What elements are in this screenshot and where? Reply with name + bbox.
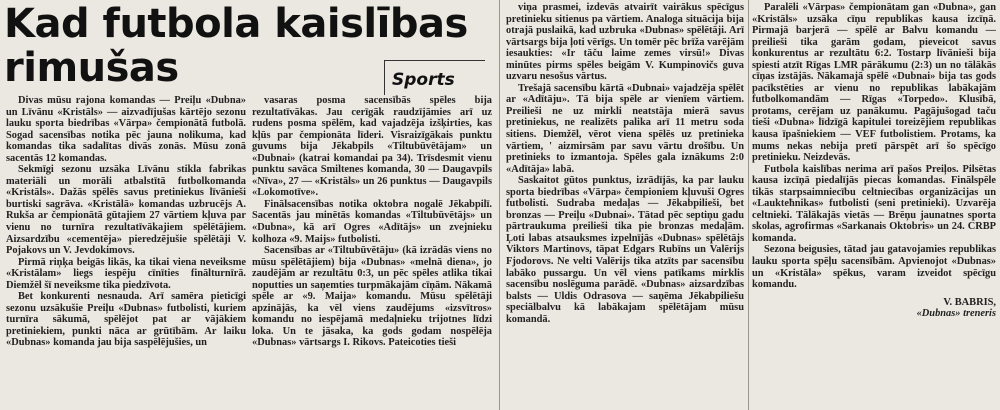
headline-line-1: Kad futbola kaislības — [4, 1, 468, 47]
text-column-1 — [6, 95, 246, 407]
paragraph: vasaras posma sacensībās spēles bija rezultatīvākas. Jau cerīgāk raudzījāmies arī uz rudens posma spēlēm, kad vajadzēja izšķirties, kas kļūs par čempionāta līderi. Visraizīgākais punktu guvums bija Jēkabpils «Tiltubūvētājam» un «Dubnai» (katrai komandai pa 34). Trīsdesmit vienu punktu savāca Smiltenes komanda, 30 — Daugavpils «Nīva», 27 — «Kristāls» un 26 punktus — Daugavpils «Lokomotīve». — [252, 95, 492, 199]
text-column-3 — [506, 2, 744, 407]
text-column-2 — [252, 95, 492, 407]
paragraph: Sezona beigusies, tātad jau gatavojamies republikas lauku sporta spēļu sacensībām. Apvienojot «Dubnas» un «Kristāla» spēkus, varam izveidot spēcīgu komandu. — [752, 244, 996, 291]
paragraph: Saskaitot gūtos punktus, izrādījās, ka par lauku sporta biedrības «Vārpa» čempioniem kļuvuši Ogres futbolisti. Sudraba medaļas — Jēkabpilieši, bet bronzas — Preiļu «Dubnai». Tātad pēc septiņu gadu pārtraukuma preilieši tika pie bronzas medaļām. Ļoti labas atsauksmes izpelnījās «Dubnas» spēlētājs Viktors Martinovs, tāpat Edgars Rubīns un Valērijs Fjodorovs. Ne velti Valērijs tika atzīts par sacensību labāko pussargu. Un vēl viens patīkams mirklis sacensību noslēguma parādē. «Dubnas» aizsardzības balsts — Uldis Odrasova — saņēma Jēkabpiliešu speciālbalvu kā labākajam spēlētājam mūsu komandā. — [506, 175, 744, 325]
section-rubric: Sports — [392, 70, 455, 90]
paragraph: Futbola kaislības nerima arī pašos Preiļos. Pilsētas kausa izcīņā piedalījās piecas komandas. Finālspēle tikās starpsaimniecību celtniecības organizācijas un «Laukteħnikas» futbolisti (seni pretinieki). Uzvarēja celtnieki. Tālākajās vietās — Brēņu jaunatnes sporta skolas, agrofirmas «Sarkanais Oktobris» un 24. CRBP komanda. — [752, 163, 996, 244]
column-divider — [748, 0, 749, 410]
author-name: V. BABRIS, — [943, 296, 996, 308]
headline-line-2: rimušas — [4, 45, 179, 91]
paragraph: Divas mūsu rajona komandas — Preiļu «Dubna» un Līvānu «Kristāls» — aizvadījušas kārtējo sezonu lauku sporta biedrības «Vārpa» čempionātā futbolā. Sogad sacensības notika pēc jauna nolikuma, kad komandas tika sadalītas divās zonās. Mūsu zonā sacentās 12 komandas. — [6, 95, 246, 164]
paragraph: viņa prasmei, izdevās atvairīt vairākus spēcīgus pretinieku sitienus pa vārtiem. Analoga situācija bija otrajā puslaikā, kad uzbruka «Dubnas» spēlētāji. Arī vārtsargs bija ļoti vērīgs. Un tomēr pēc brīža varējām iesaukties: «Ir tāču laime zemes virsū!» Divas minūtes pirms spēles beigām V. Kumpinovičs guva uzvaru nesošus vārtus. — [506, 2, 744, 83]
paragraph: Sacensības ar «Tiltubūvētāju» (kā izrādās viens no mūsu spēlētājiem) bija «Dubnas» «melnā diena», jo zaudējām ar rezultātu 0:3, un pēc spēles atlika tikai noputties un saņemties turpmākajām cīņām. Nākamā spēle ar «9. Maija» komandu. Mūsu spēlētāji apzinājās, ka vēl viens zaudējums «izsvītros» komandu no iespējamā medaļnieku trijotnes līdzi loka. Un te jāsaka, ka gods godam nospēlēja «Dubnas» vārtsargs I. Rikovs. Pateicoties tieši — [252, 245, 492, 349]
column-divider — [499, 0, 500, 410]
paragraph: Sekmīgi sezonu uzsāka Līvānu stikla fabrikas materiāli un morāli atbalstītā futbolkomanda «Kristāls». Dažās spēlēs savus pretiniekus līvānieši burtiski sagrāva. «Kristālā» komandas uzbrucējs A. Rukša ar čempionātā gūtajiem 27 vārtiem kļuva par vienu no turnīra rezultatīvākajiem spēlētājiem. Aizsardzību «cementēja» pieredzējušie spēlētāji V. Pojakovs un V. Jevdokimovs. — [6, 164, 246, 257]
paragraph: Finālsacensības notika oktobra nogalē Jēkabpilī. Sacentās jau minētās komandas «Tiltubūvētājs» un «Dubna», kā arī Ogres «Adītājs» un zvejnieku kolhoza «9. Maijs» futbolisti. — [252, 198, 492, 245]
author-role: «Dubnas» treneris — [916, 308, 996, 320]
paragraph: Trešajā sacensību kārtā «Dubnai» vajadzēja spēlēt ar «Adītāju». Tā bija spēle ar vienīem vārtiem. Preilieši ne uz mirkli neatstāja mierā savus pretiniekus, ne realizēts palika arī 11 metru soda sitiens. Diemžēl, vērot viena spēlēs uz pretinieka vārtiem, ' aizmirsām par savu vārtu drošību. Un pretinieks to izmantoja. Spēles gala iznākums 2:0 «Adītāja» labā. — [506, 82, 744, 175]
paragraph: Bet konkurenti nesnauda. Arī samēra pieticīgi sezonu uzsākušie Preiļu «Dubnas» futbolisti, kuriem turnīra sākumā, spēlējot pat ar vājākiem pretiniekiem, punkti nāca ar grūtībām. Ar laiku «Dubnas» komanda jau bija saspēlējušies, un — [6, 291, 246, 349]
paragraph: Pirmā riņķa beigās likās, ka tikai viena neveiksme «Kristālam» liegs iespēju cīnīties finālturnīrā. Diemžēl šī neveiksme tika piedzīvota. — [6, 256, 246, 291]
text-column-4 — [752, 2, 996, 407]
paragraph: Paralēli «Vārpas» čempionātam gan «Dubna», gan «Kristāls» uzsāka cīņu republikas kausa izcīņā. Pirmajā barjerā — spēlē ar Balvu komandu — preilieši tika garām godam, pieveicot savus konkurentus ar rezultātu 6:2. Tostarp līvānieši bija spiesti atzīt Rīgas LMR pārākumu (2:3) un no tālākās cīņas izstājās. Nākamajā spēlē «Dubnai» bija tas gods pacīkstēties ar vienu no republikas labākajām futbolkomandām — Rīgas «Torpedo». Klusībā, protams, cerējam uz panākumu. Pagājušogad taču tieši «Dubna» līdzīgā kapitulei toreizējiem republikas kausa īpašniekiem — VEF futbolistiem. Protams, ka mums nekas nebija pretī pārspēt arī šo spēcīgo pretinieku. Neizdevās. — [752, 2, 996, 164]
